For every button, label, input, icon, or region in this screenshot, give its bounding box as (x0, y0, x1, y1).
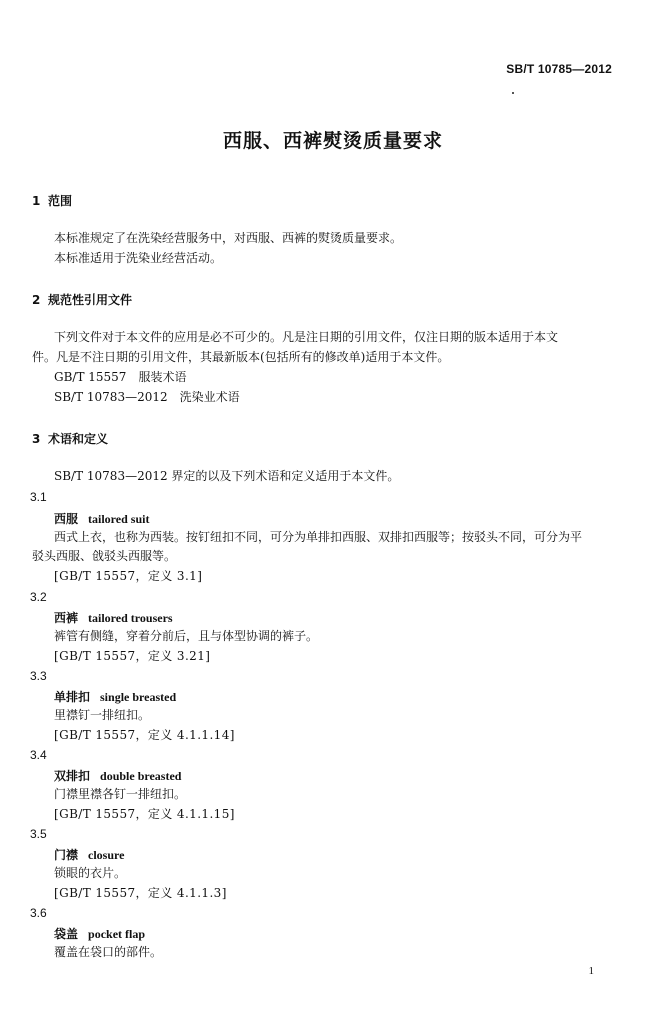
paragraph: 本标准适用于洗染业经营活动。 (54, 251, 223, 265)
term-entry (54, 925, 145, 942)
clause-number: 3.4 (30, 748, 47, 762)
definition-line: 里襟钉一排纽扣。 (54, 708, 151, 722)
section-1-heading (32, 192, 72, 209)
section-title: 规范性引用文件 (48, 293, 133, 307)
definition-line: 裤管有侧缝，穿着分前后，且与体型协调的裤子。 (54, 629, 319, 643)
term-en: pocket flap (88, 927, 146, 941)
clause-number: 3.5 (30, 827, 47, 841)
term-entry (54, 510, 149, 527)
paragraph-line: 下列文件对于本文件的应用是必不可少的。凡是注日期的引用文件，仅注日期的版本适用于本文 (54, 330, 559, 344)
section-2-heading (32, 291, 132, 308)
term-source: [GB/T 15557，定义 4.1.1.3] (54, 886, 227, 900)
term-en: tailored trousers (88, 611, 173, 625)
standard-number: SB/T 10785—2012 (506, 62, 612, 76)
section-number: 1 (32, 194, 41, 208)
term-zh: 西服 (54, 512, 79, 526)
term-en: tailored suit (88, 512, 150, 526)
section-title: 术语和定义 (48, 432, 109, 446)
term-zh: 袋盖 (54, 927, 79, 941)
definition-line: 锁眼的衣片。 (54, 866, 127, 880)
term-source: [GB/T 15557，定义 3.1] (54, 569, 203, 583)
term-entry (54, 688, 176, 705)
term-entry (54, 846, 124, 863)
term-zh: 双排扣 (54, 769, 91, 783)
normative-reference: GB/T 15557 服装术语 (54, 370, 187, 384)
section-number: 2 (32, 293, 41, 307)
term-source: [GB/T 15557，定义 3.21] (54, 649, 211, 663)
term-zh: 单排扣 (54, 690, 91, 704)
scan-speck (512, 92, 514, 94)
paragraph: 本标准规定了在洗染经营服务中，对西服、西裤的熨烫质量要求。 (54, 231, 403, 245)
page-number: 1 (588, 965, 594, 977)
section-title: 范围 (48, 194, 73, 208)
paragraph-line: 件。凡是不注日期的引用文件，其最新版本(包括所有的修改单)适用于本文件。 (32, 350, 450, 364)
term-zh: 门襟 (54, 848, 79, 862)
clause-number: 3.1 (30, 490, 47, 504)
term-en: double breasted (100, 769, 182, 783)
definition-line: 覆盖在袋口的部件。 (54, 945, 163, 959)
clause-number: 3.2 (30, 590, 47, 604)
term-entry (54, 767, 181, 784)
term-zh: 西裤 (54, 611, 79, 625)
definition-line: 西式上衣，也称为西装。按钉纽扣不同，可分为单排扣西服、双排扣西服等；按驳头不同，可分为平 (54, 530, 583, 544)
term-en: closure (88, 848, 125, 862)
definition-line: 门襟里襟各钉一排纽扣。 (54, 787, 187, 801)
clause-number: 3.3 (30, 669, 47, 683)
term-en: single breasted (100, 690, 177, 704)
term-source: [GB/T 15557，定义 4.1.1.14] (54, 728, 235, 742)
definition-line: 驳头西服、戗驳头西服等。 (32, 549, 177, 563)
document-title: 西服、西裤熨烫质量要求 (222, 130, 443, 152)
section-3-heading (32, 430, 108, 447)
paragraph: SB/T 10783—2012 界定的以及下列术语和定义适用于本文件。 (54, 469, 400, 483)
term-source: [GB/T 15557，定义 4.1.1.15] (54, 807, 235, 821)
clause-number: 3.6 (30, 906, 47, 920)
section-number: 3 (32, 432, 41, 446)
normative-reference: SB/T 10783—2012 洗染业术语 (54, 390, 240, 404)
term-entry (54, 609, 173, 626)
